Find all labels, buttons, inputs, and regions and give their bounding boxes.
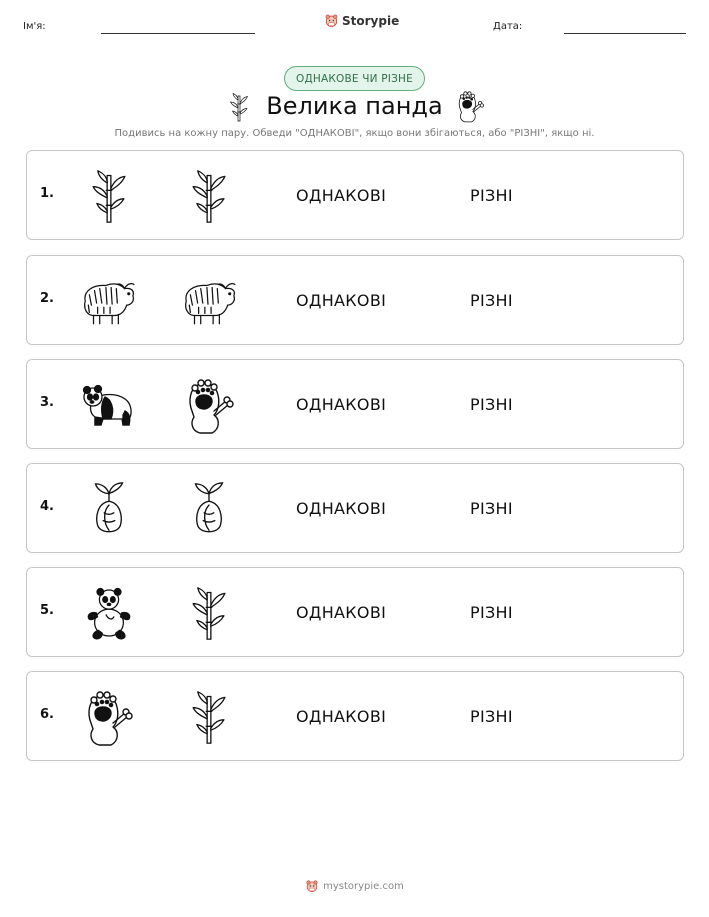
- date-field-line[interactable]: [564, 33, 686, 34]
- row-number: 4.: [40, 499, 54, 514]
- bamboo-icon: [189, 689, 229, 745]
- row-number: 5.: [40, 603, 54, 618]
- option-same[interactable]: ОДНАКОВІ: [296, 395, 387, 414]
- sitting-panda-icon: [85, 586, 133, 640]
- option-same[interactable]: ОДНАКОВІ: [296, 603, 387, 622]
- exercise-row: [26, 671, 684, 761]
- option-different[interactable]: РІЗНІ: [470, 707, 513, 726]
- panda-paw-icon: [455, 89, 485, 123]
- option-same[interactable]: ОДНАКОВІ: [296, 186, 387, 205]
- yak-icon: [79, 276, 137, 326]
- option-different[interactable]: РІЗНІ: [470, 291, 513, 310]
- exercise-row: [26, 255, 684, 345]
- option-different[interactable]: РІЗНІ: [470, 499, 513, 518]
- exercise-row: [26, 150, 684, 240]
- row-number: 3.: [40, 395, 54, 410]
- option-different[interactable]: РІЗНІ: [470, 395, 513, 414]
- seed-sprout-icon: [89, 480, 129, 538]
- brand: [324, 13, 399, 28]
- panda-icon: [81, 380, 137, 430]
- row-number: 1.: [40, 186, 54, 201]
- storypie-logo-icon: [324, 13, 339, 28]
- instructions: Подивись на кожну пару. Обведи "ОДНАКОВІ", якщо вони збігаються, або "РІЗНІ", якщо ні.: [114, 128, 595, 139]
- bamboo-icon: [89, 168, 129, 224]
- name-field-line[interactable]: [101, 33, 255, 34]
- panda-paw-icon: [184, 375, 234, 435]
- seed-sprout-icon: [189, 480, 229, 538]
- option-different[interactable]: РІЗНІ: [470, 186, 513, 205]
- bamboo-icon: [189, 168, 229, 224]
- footer: [0, 879, 709, 893]
- storypie-logo-icon: [305, 879, 319, 893]
- brand-name: Storypie: [342, 13, 400, 28]
- panda-paw-icon: [83, 687, 133, 747]
- exercise-row: [26, 567, 684, 657]
- exercise-row: [26, 359, 684, 449]
- yak-icon: [180, 276, 238, 326]
- option-same[interactable]: ОДНАКОВІ: [296, 291, 387, 310]
- date-label: Дата:: [493, 21, 523, 32]
- footer-url[interactable]: mystorypie.com: [323, 880, 404, 892]
- bamboo-icon: [189, 585, 229, 641]
- row-number: 6.: [40, 707, 54, 722]
- row-number: 2.: [40, 291, 54, 306]
- worksheet-type-badge: ОДНАКОВЕ ЧИ РІЗНЕ: [284, 66, 425, 91]
- page-title: Велика панда: [266, 92, 443, 120]
- name-label: Ім'я:: [23, 21, 46, 32]
- option-different[interactable]: РІЗНІ: [470, 603, 513, 622]
- option-same[interactable]: ОДНАКОВІ: [296, 707, 387, 726]
- option-same[interactable]: ОДНАКОВІ: [296, 499, 387, 518]
- exercise-row: [26, 463, 684, 553]
